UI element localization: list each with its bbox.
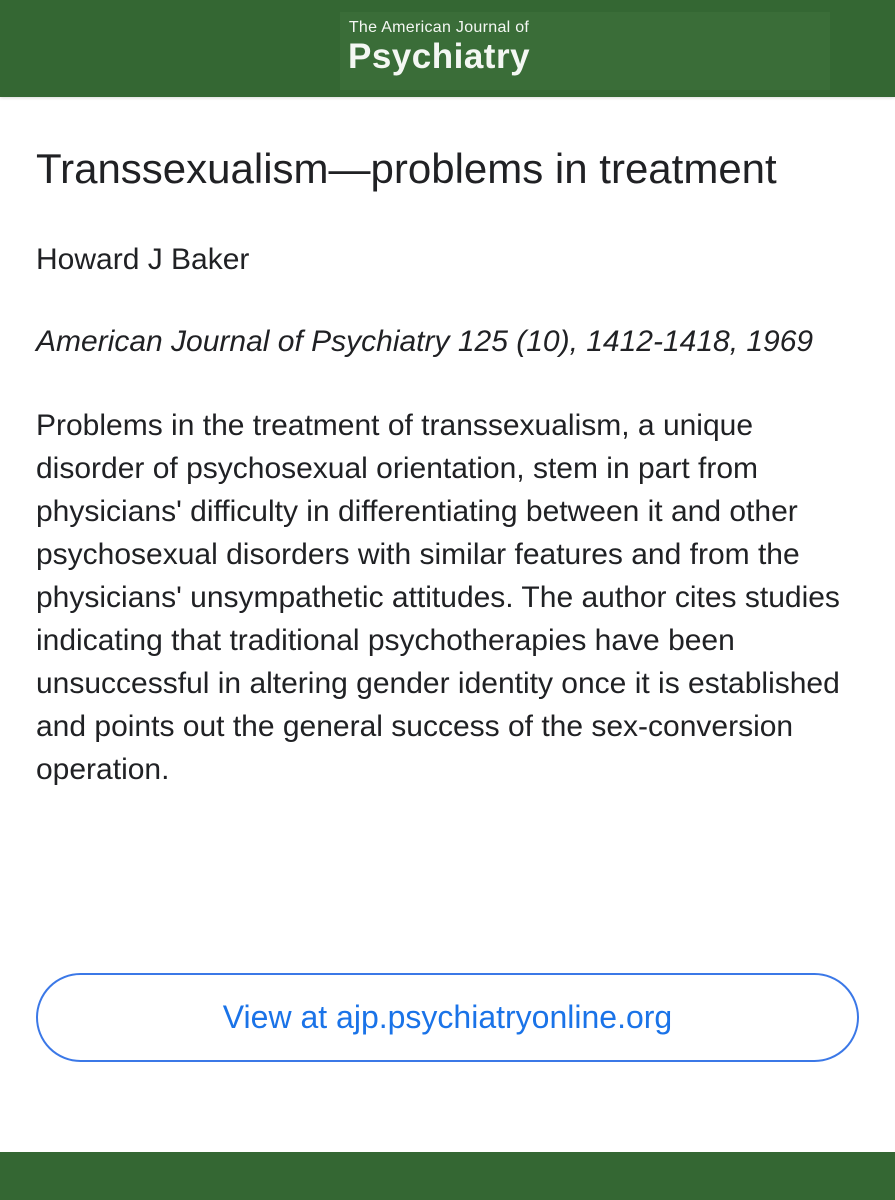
article-content: [36, 97, 859, 791]
journal-logo-line1: The American Journal of: [348, 19, 530, 36]
author-line: Howard J Baker: [36, 243, 250, 276]
journal-logo-text: [348, 17, 530, 77]
footer-bar: [0, 1152, 895, 1200]
page-title: Transsexualism—problems in treatment: [36, 145, 777, 192]
citation-line: American Journal of Psychiatry 125 (10), 1412-1418, 1969: [36, 325, 814, 358]
journal-logo: [340, 12, 830, 90]
abstract-text: Problems in the treatment of transsexualism, a unique disorder of psychosexual orientation, stem in part from physicians' difficulty in differentiating between it and other psychosexual disorders with similar features and from the physicians' unsympathetic attitudes. The author cites studies indicating that traditional psychotherapies have been unsuccessful in altering gender identity once it is established and points out the general success of the sex-conversion operation.: [36, 409, 840, 786]
view-source-button[interactable]: View at ajp.psychiatryonline.org: [36, 973, 859, 1062]
journal-header: [0, 0, 895, 97]
journal-logo-line2: Psychiatry: [348, 37, 531, 76]
